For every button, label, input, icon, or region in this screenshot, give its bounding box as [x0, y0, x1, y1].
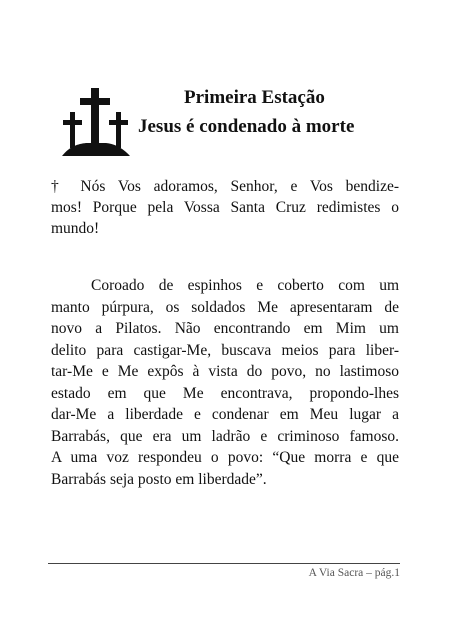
prayer-line: † Nós Vos adoramos, Senhor, e Vos bendize-: [51, 178, 399, 195]
meditation-line: A uma voz respondeu o povo: “Que morra e que: [51, 449, 399, 466]
footer-divider: [48, 563, 400, 564]
meditation-line: novo a Pilatos. Não encontrando em Mim um: [51, 320, 399, 337]
meditation-line: manto púrpura, os soldados Me apresentaram de: [51, 298, 399, 316]
meditation-line: Barrabás seja posto em liberdade”.: [51, 470, 267, 488]
meditation-line: tar-Me e Me expôs à vista do povo, no lastimoso: [51, 363, 399, 380]
three-crosses-calvary-icon: [60, 86, 132, 158]
meditation-line: delito para castigar-Me, buscava meios para liber-: [51, 341, 399, 359]
prayer-line: mos! Porque pela Vossa Santa Cruz redimistes o: [51, 199, 399, 216]
meditation-paragraph: [51, 275, 399, 490]
opening-prayer: [51, 176, 399, 239]
meditation-line: Coroado de espinhos e coberto com um: [91, 277, 399, 294]
prayer-line: mundo!: [51, 220, 100, 237]
station-subtitle: Jesus é condenado à morte: [138, 116, 355, 137]
page-footer: A Via Sacra – pág.1: [308, 567, 400, 579]
meditation-line: estado em que Me encontrava, propondo-lhes: [51, 384, 399, 402]
station-title: Primeira Estação: [184, 87, 325, 108]
meditation-line: dar-Me a liberdade e condenar em Meu lugar a: [51, 406, 399, 423]
meditation-line: Barrabás, que era um ladrão e criminoso famoso.: [51, 427, 399, 445]
